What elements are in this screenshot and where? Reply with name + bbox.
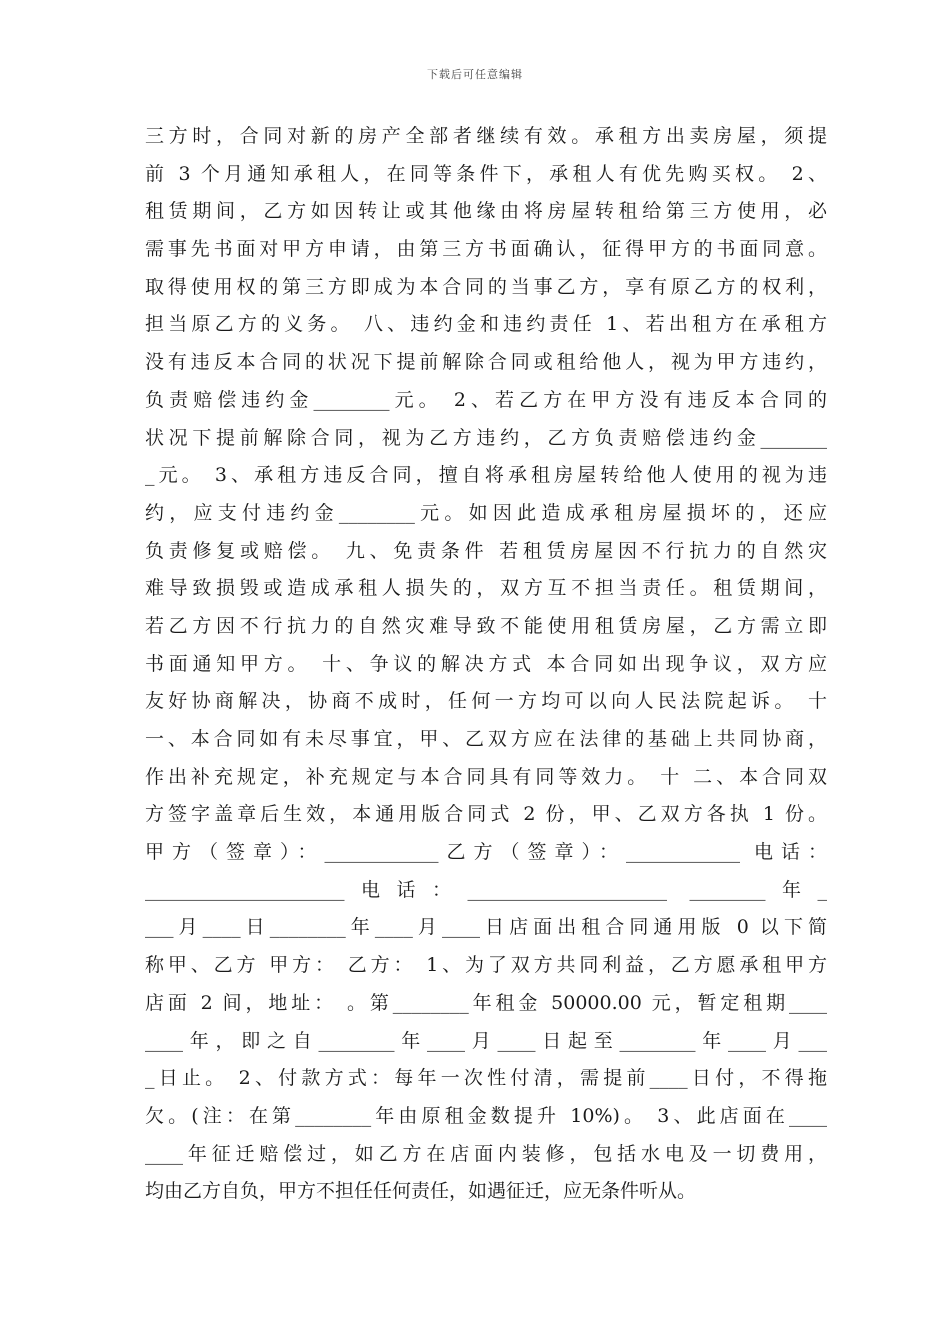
text-line: 负责修复或赔偿。 九、免责条件 若租赁房屋因不行抗力的自然灾: [145, 539, 827, 562]
text-line: 没有违反本合同的状况下提前解除合同或租给他人，视为甲方违约，: [145, 351, 827, 374]
text-line: 状况下提前解除合同，视为乙方违约，乙方负责赔偿违约金_______: [145, 426, 827, 449]
text-line: ___月____日________年____月____日店面出租合同通用版 0 以下简: [145, 916, 827, 939]
text-line: 前 3 个月通知承租人，在同等条件下，承租人有优先购买权。 2、: [145, 162, 827, 185]
text-line: _元。 3、承租方违反合同，擅自将承租房屋转给他人使用的视为违: [145, 464, 827, 487]
contract-body-text: [145, 118, 827, 1211]
text-line: 租赁期间，乙方如因转让或其他缘由将房屋转租给第三方使用，必: [145, 200, 827, 223]
text-line: 约，应支付违约金________元。如因此造成承租房屋损坏的，还应: [145, 501, 827, 524]
text-line: ____年征迁赔偿过，如乙方在店面内装修，包括水电及一切费用，: [145, 1142, 827, 1165]
text-line: 称甲、乙方 甲方： 乙方： 1、为了双方共同利益，乙方愿承租甲方: [145, 954, 827, 977]
text-line: 一、本合同如有未尽事宜，甲、乙双方应在法律的基础上共同协商，: [145, 728, 827, 750]
text-line: 欠。(注：在第________年由原租金数提升 10%)。 3、此店面在____: [145, 1104, 827, 1127]
text-line: 店面 2 间，地址： 。第________年租金 50000.00 元，暂定租期____: [145, 991, 827, 1014]
text-line: _日止。 2、付款方式：每年一次性付清，需提前____日付，不得拖: [145, 1067, 827, 1090]
page-header: 下载后可任意编辑: [427, 68, 523, 81]
text-line: ____年，即之自________年____月____日起至________年____月___: [145, 1029, 827, 1052]
text-line: 作出补充规定，补充规定与本合同具有同等效力。 十 二、本合同双: [145, 765, 827, 788]
text-line: 担当原乙方的义务。 八、违约金和违约责任 1、若出租方在承租方: [145, 313, 827, 336]
text-line: _____________________电话：_____________________ ________年_: [145, 878, 827, 901]
text-line: 负责赔偿违约金________元。 2、若乙方在甲方没有违反本合同的: [145, 388, 827, 411]
text-line: 甲方（签章）：____________乙方（签章）：____________ 电话：: [145, 841, 827, 864]
text-line: 取得使用权的第三方即成为本合同的当事乙方，享有原乙方的权利，: [145, 275, 827, 298]
text-line: 三方时，合同对新的房产全部者继续有效。承租方出卖房屋，须提: [145, 125, 827, 147]
text-line: 书面通知甲方。 十、争议的解决方式 本合同如出现争议，双方应: [145, 652, 827, 675]
text-line: 友好协商解决，协商不成时，任何一方均可以向人民法院起诉。 十: [145, 690, 827, 713]
text-line: 方签字盖章后生效，本通用版合同式 2 份，甲、乙双方各执 1 份。: [145, 803, 827, 826]
text-line: 难导致损毁或造成承租人损失的，双方互不担当责任。租赁期间，: [145, 577, 827, 600]
text-line: 若乙方因不行抗力的自然灾难导致不能使用租赁房屋，乙方需立即: [145, 614, 827, 637]
text-line: 均由乙方自负，甲方不担任任何责任，如遇征迁，应无条件听从。: [145, 1180, 697, 1203]
text-line: 需事先书面对甲方申请，由第三方书面确认，征得甲方的书面同意。: [145, 238, 827, 261]
